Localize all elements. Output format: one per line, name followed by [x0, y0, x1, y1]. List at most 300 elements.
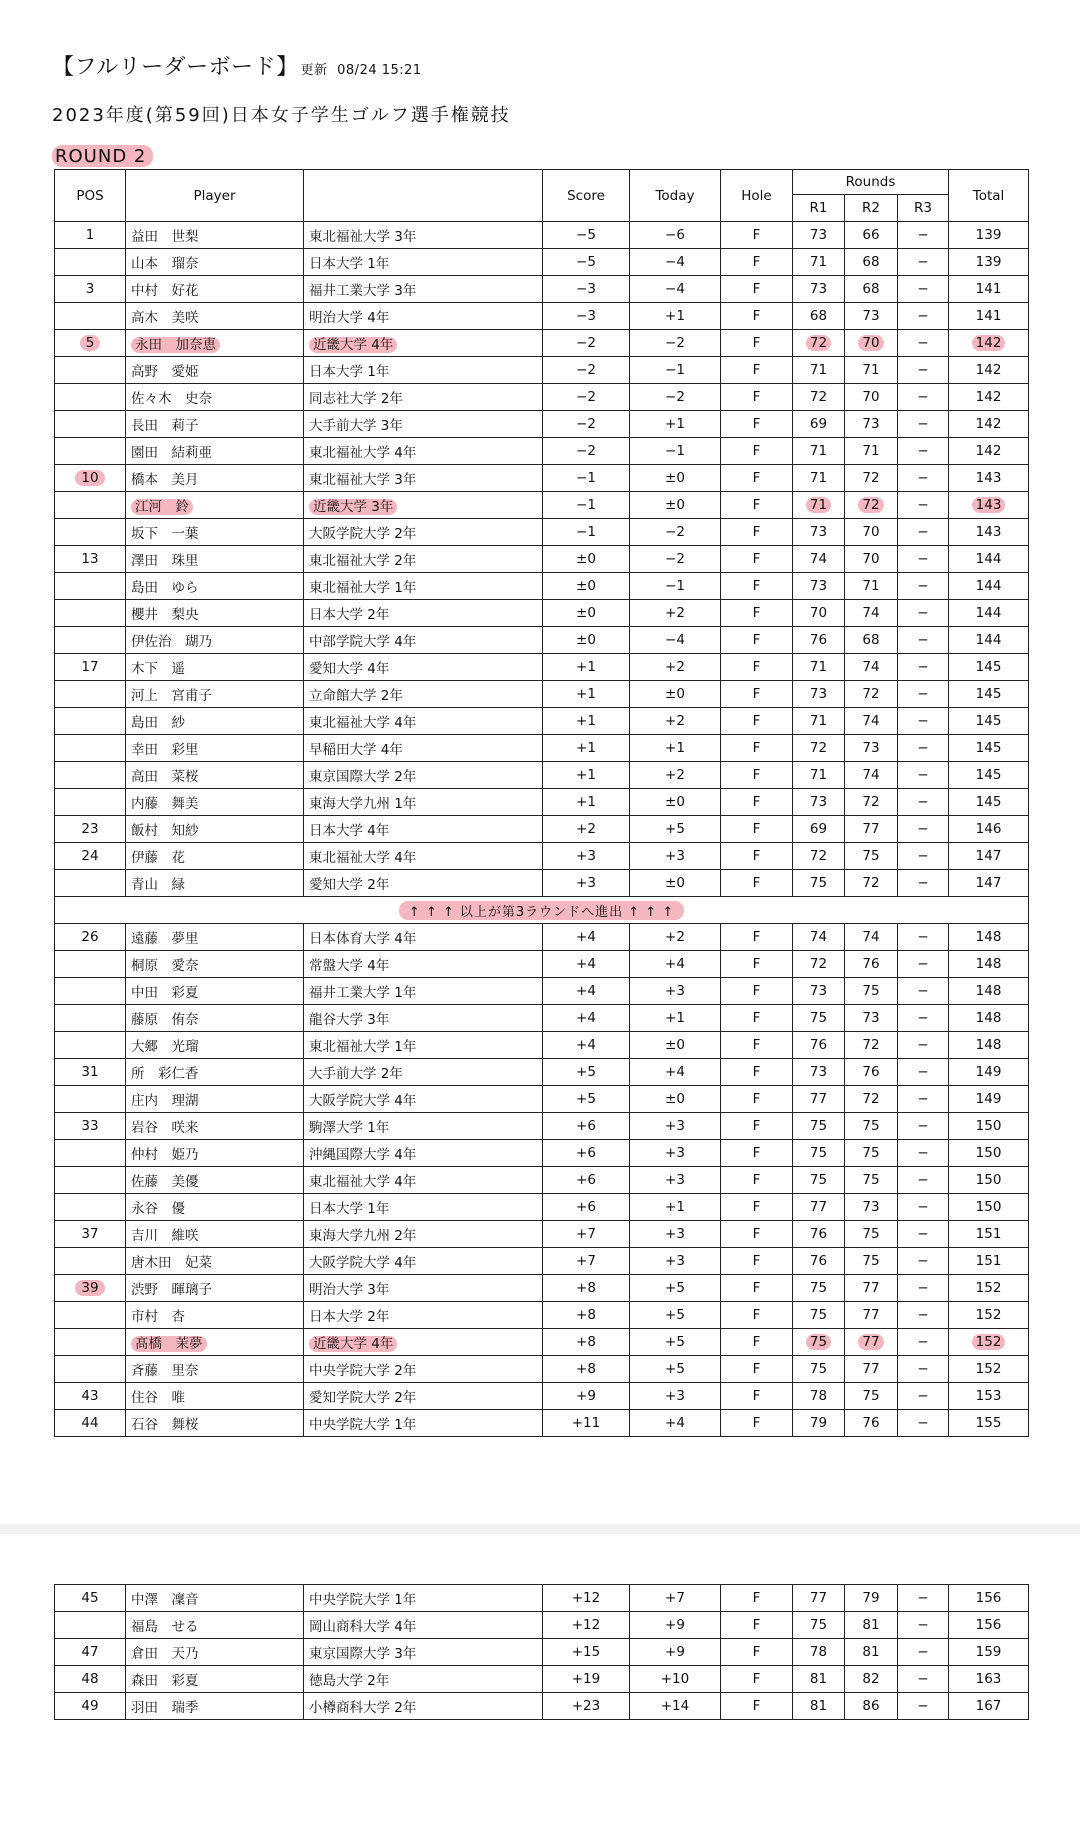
round-3: −: [898, 1005, 949, 1032]
hole: F: [721, 1383, 793, 1410]
hole: F: [721, 519, 793, 546]
player-name: 所 彩仁香: [126, 1059, 304, 1086]
round-3: −: [898, 708, 949, 735]
title-line: [52, 50, 511, 81]
today: −2: [630, 546, 721, 573]
hole: F: [721, 924, 793, 951]
university-cell: [304, 330, 543, 357]
score: +7: [543, 1248, 630, 1275]
round-1: 71: [793, 438, 845, 465]
score: ±0: [543, 627, 630, 654]
player-name: 木下 遥: [126, 654, 304, 681]
university: 東北福祉大学 1年: [304, 573, 543, 600]
today: +5: [630, 1329, 721, 1356]
hole: F: [721, 438, 793, 465]
pos: 3: [55, 276, 126, 303]
round-3: −: [898, 519, 949, 546]
score: +19: [543, 1666, 630, 1693]
university: 日本大学 1年: [304, 249, 543, 276]
total: 142: [972, 335, 1006, 351]
score: +9: [543, 1383, 630, 1410]
total: 153: [949, 1383, 1029, 1410]
hole: F: [721, 1275, 793, 1302]
round-3: −: [898, 735, 949, 762]
round-3: −: [898, 924, 949, 951]
total: 143: [949, 519, 1029, 546]
hole: F: [721, 1329, 793, 1356]
score: −5: [543, 222, 630, 249]
pos: [55, 1329, 126, 1356]
round-3: −: [898, 1140, 949, 1167]
score: +23: [543, 1693, 630, 1720]
hole: F: [721, 546, 793, 573]
hole: F: [721, 951, 793, 978]
round-3: −: [898, 1302, 949, 1329]
round-2: 75: [845, 1383, 898, 1410]
hole: F: [721, 1639, 793, 1666]
hole: F: [721, 1140, 793, 1167]
total: 144: [949, 600, 1029, 627]
pos: [55, 735, 126, 762]
total: 148: [949, 924, 1029, 951]
table-row: [55, 276, 1029, 303]
col-total: Total: [949, 170, 1029, 222]
today: +2: [630, 600, 721, 627]
player-name: 永谷 優: [126, 1194, 304, 1221]
table-row: [55, 249, 1029, 276]
today: ±0: [630, 681, 721, 708]
total: 144: [949, 573, 1029, 600]
table-row: [55, 384, 1029, 411]
today: +3: [630, 1113, 721, 1140]
hole: F: [721, 1410, 793, 1437]
round-2: 77: [858, 1334, 883, 1350]
score: +8: [543, 1356, 630, 1383]
round-2: 86: [845, 1693, 898, 1720]
table-row: [55, 843, 1029, 870]
player-name: 櫻井 梨央: [126, 600, 304, 627]
round-3: −: [898, 1248, 949, 1275]
round-3: −: [898, 1410, 949, 1437]
round-1: 81: [793, 1666, 845, 1693]
round-2: 77: [845, 1356, 898, 1383]
pos: 23: [55, 816, 126, 843]
round-3: −: [898, 1356, 949, 1383]
total: 149: [949, 1059, 1029, 1086]
score: +4: [543, 978, 630, 1005]
player-name: 高野 愛姫: [126, 357, 304, 384]
round-3: −: [898, 1275, 949, 1302]
table-row: [55, 735, 1029, 762]
today: ±0: [630, 789, 721, 816]
score: +3: [543, 843, 630, 870]
score: +5: [543, 1059, 630, 1086]
score: −2: [543, 357, 630, 384]
today: +1: [630, 303, 721, 330]
round-3: −: [898, 492, 949, 519]
university: 愛知学院大学 2年: [304, 1383, 543, 1410]
round-1: 75: [793, 870, 845, 897]
round-2: 75: [845, 1140, 898, 1167]
round-1: 77: [793, 1194, 845, 1221]
round-1: 77: [793, 1086, 845, 1113]
round-1: 72: [793, 384, 845, 411]
round-1: 71: [793, 249, 845, 276]
table-row: [55, 1113, 1029, 1140]
round-1: 76: [793, 1248, 845, 1275]
total-cell: [949, 1329, 1029, 1356]
score: +15: [543, 1639, 630, 1666]
round-1: 75: [793, 1113, 845, 1140]
table-row: [55, 492, 1029, 519]
today: −4: [630, 627, 721, 654]
player-name: 島田 紗: [126, 708, 304, 735]
round-2: 71: [845, 357, 898, 384]
total: 149: [949, 1086, 1029, 1113]
hole: F: [721, 1612, 793, 1639]
col-pos: POS: [55, 170, 126, 222]
round-2: 72: [845, 1032, 898, 1059]
university: 岡山商科大学 4年: [304, 1612, 543, 1639]
score: +1: [543, 789, 630, 816]
round-3: −: [898, 1612, 949, 1639]
player-name: 中村 好花: [126, 276, 304, 303]
table-row: [55, 924, 1029, 951]
round-1: 69: [793, 411, 845, 438]
total: 148: [949, 1032, 1029, 1059]
player-name: 佐藤 美優: [126, 1167, 304, 1194]
pos: [55, 681, 126, 708]
score: +4: [543, 1032, 630, 1059]
round-1: 75: [793, 1167, 845, 1194]
total: 151: [949, 1248, 1029, 1275]
table-row: [55, 681, 1029, 708]
round-1: 71: [793, 357, 845, 384]
score: +1: [543, 708, 630, 735]
total: 151: [949, 1221, 1029, 1248]
pos: 45: [55, 1585, 126, 1612]
player-name: 福島 せる: [126, 1612, 304, 1639]
player-name: 佐々木 史奈: [126, 384, 304, 411]
round-2: 81: [845, 1639, 898, 1666]
score: +6: [543, 1194, 630, 1221]
score: −3: [543, 276, 630, 303]
player-name: 島田 ゆら: [126, 573, 304, 600]
hole: F: [721, 276, 793, 303]
pos: [55, 573, 126, 600]
round-2: 76: [845, 951, 898, 978]
score: −2: [543, 330, 630, 357]
player-name: 山本 瑠奈: [126, 249, 304, 276]
total: 156: [949, 1612, 1029, 1639]
pos: 31: [55, 1059, 126, 1086]
round-1: 69: [793, 816, 845, 843]
university: 東北福祉大学 1年: [304, 1032, 543, 1059]
today: −2: [630, 384, 721, 411]
university: 東北福祉大学 2年: [304, 546, 543, 573]
player-name-cell: [126, 492, 304, 519]
total: 145: [949, 735, 1029, 762]
round-1: 68: [793, 303, 845, 330]
round-3: −: [898, 465, 949, 492]
pos-cell: [55, 330, 126, 357]
hole: F: [721, 303, 793, 330]
university: 日本大学 1年: [304, 357, 543, 384]
total: 145: [949, 789, 1029, 816]
hole: F: [721, 1693, 793, 1720]
page-title: 【フルリーダーボード】: [52, 55, 299, 80]
player-name: 橋本 美月: [126, 465, 304, 492]
player-name: 遠藤 夢里: [126, 924, 304, 951]
hole: F: [721, 573, 793, 600]
table-row: [55, 303, 1029, 330]
today: +4: [630, 951, 721, 978]
pos: [55, 1302, 126, 1329]
round-2: 73: [845, 1005, 898, 1032]
table-row: [55, 1666, 1029, 1693]
hole: F: [721, 843, 793, 870]
table-row: [55, 1329, 1029, 1356]
round-1: 75: [793, 1302, 845, 1329]
round-2: 75: [845, 1167, 898, 1194]
score: −1: [543, 465, 630, 492]
total: 152: [949, 1356, 1029, 1383]
pos: [55, 600, 126, 627]
hole: F: [721, 735, 793, 762]
total: 143: [972, 497, 1006, 513]
university: 日本体育大学 4年: [304, 924, 543, 951]
university: 東京国際大学 3年: [304, 1639, 543, 1666]
player-name: 伊佐治 瑚乃: [126, 627, 304, 654]
total: 148: [949, 951, 1029, 978]
round-1: 73: [793, 681, 845, 708]
score: +6: [543, 1140, 630, 1167]
round-3: −: [898, 1113, 949, 1140]
round-3: −: [898, 816, 949, 843]
today: +1: [630, 1194, 721, 1221]
university: 近畿大学 4年: [309, 1336, 397, 1352]
col-score: Score: [543, 170, 630, 222]
round-3: −: [898, 411, 949, 438]
round-2: 72: [845, 870, 898, 897]
hole: F: [721, 978, 793, 1005]
player-name: 羽田 瑞季: [126, 1693, 304, 1720]
table-body: [55, 222, 1029, 1437]
hole: F: [721, 816, 793, 843]
university: 早稲田大学 4年: [304, 735, 543, 762]
university-cell: [304, 492, 543, 519]
cut-line-cell: [55, 897, 1029, 924]
player-name: 住谷 唯: [126, 1383, 304, 1410]
hole: F: [721, 1666, 793, 1693]
table-row: [55, 411, 1029, 438]
pos: [55, 1032, 126, 1059]
hole: F: [721, 411, 793, 438]
pos: [55, 249, 126, 276]
round-3: −: [898, 654, 949, 681]
hole: F: [721, 357, 793, 384]
university: 愛知大学 2年: [304, 870, 543, 897]
table-row: [55, 222, 1029, 249]
university: 中央学院大学 2年: [304, 1356, 543, 1383]
updated-label: 更新: [300, 63, 328, 78]
table-row: [55, 870, 1029, 897]
round-2: 71: [845, 573, 898, 600]
round-2: 81: [845, 1612, 898, 1639]
col-r2: R2: [845, 195, 898, 222]
score: +1: [543, 681, 630, 708]
total: 150: [949, 1194, 1029, 1221]
today: +9: [630, 1639, 721, 1666]
round-1: 73: [793, 519, 845, 546]
total: 163: [949, 1666, 1029, 1693]
hole: F: [721, 1005, 793, 1032]
pos: [55, 1140, 126, 1167]
player-name: 岩谷 咲来: [126, 1113, 304, 1140]
university: 立命館大学 2年: [304, 681, 543, 708]
university: 東北福祉大学 4年: [304, 1167, 543, 1194]
player-name: 高木 美咲: [126, 303, 304, 330]
today: +5: [630, 1356, 721, 1383]
today: ±0: [630, 465, 721, 492]
table-row: [55, 1059, 1029, 1086]
today: −2: [630, 519, 721, 546]
table-row: [55, 438, 1029, 465]
round-1: 70: [793, 600, 845, 627]
table-body: [55, 1585, 1029, 1720]
hole: F: [721, 1167, 793, 1194]
table-row: [55, 1086, 1029, 1113]
today: ±0: [630, 870, 721, 897]
player-name: 高田 菜桜: [126, 762, 304, 789]
pos: 10: [75, 470, 104, 486]
score: ±0: [543, 573, 630, 600]
hole: F: [721, 1086, 793, 1113]
round-1: 73: [793, 573, 845, 600]
today: −4: [630, 276, 721, 303]
round-3: −: [898, 843, 949, 870]
round-2: 75: [845, 978, 898, 1005]
round-2: 77: [845, 1275, 898, 1302]
university: 小樽商科大学 2年: [304, 1693, 543, 1720]
total: 152: [949, 1275, 1029, 1302]
header: [52, 50, 511, 167]
round-2: 82: [845, 1666, 898, 1693]
round-2: 73: [845, 1194, 898, 1221]
today: −1: [630, 573, 721, 600]
score: +3: [543, 870, 630, 897]
pos: 44: [55, 1410, 126, 1437]
round-3: −: [898, 1585, 949, 1612]
pos: 17: [55, 654, 126, 681]
round-3: −: [898, 1221, 949, 1248]
pos: 26: [55, 924, 126, 951]
round-3: −: [898, 276, 949, 303]
round-2: 66: [845, 222, 898, 249]
player-name: 益田 世梨: [126, 222, 304, 249]
player-name: 仲村 姫乃: [126, 1140, 304, 1167]
hole: F: [721, 789, 793, 816]
round-2: 75: [845, 1221, 898, 1248]
pos: [55, 1167, 126, 1194]
today: ±0: [630, 1032, 721, 1059]
pos: [55, 951, 126, 978]
updated-time: 08/24 15:21: [337, 63, 422, 78]
round-1-cell: [793, 1329, 845, 1356]
round-3: −: [898, 546, 949, 573]
university: 中央学院大学 1年: [304, 1410, 543, 1437]
player-name: 大郷 光瑠: [126, 1032, 304, 1059]
table-row: [55, 357, 1029, 384]
player-name: 森田 彩夏: [126, 1666, 304, 1693]
total: 144: [949, 546, 1029, 573]
university: 福井工業大学 3年: [304, 276, 543, 303]
hole: F: [721, 1113, 793, 1140]
round-2: 76: [845, 1410, 898, 1437]
round-3: −: [898, 1086, 949, 1113]
total: 150: [949, 1113, 1029, 1140]
university: 中央学院大学 1年: [304, 1585, 543, 1612]
pos: [55, 492, 126, 519]
university: 東海大学九州 2年: [304, 1221, 543, 1248]
round-1: 73: [793, 789, 845, 816]
pos: [55, 303, 126, 330]
player-name: 幸田 彩里: [126, 735, 304, 762]
total: 145: [949, 681, 1029, 708]
table-row: [55, 519, 1029, 546]
round-3: −: [898, 870, 949, 897]
player-name: 倉田 天乃: [126, 1639, 304, 1666]
total-cell: [949, 330, 1029, 357]
round-3: −: [898, 1167, 949, 1194]
university-cell: [304, 1329, 543, 1356]
table-row: [55, 708, 1029, 735]
round-1: 75: [793, 1612, 845, 1639]
university: 東北福祉大学 4年: [304, 708, 543, 735]
round-1: 71: [806, 497, 831, 513]
round-2: 74: [845, 924, 898, 951]
hole: F: [721, 654, 793, 681]
round-2: 68: [845, 276, 898, 303]
table-row: [55, 1167, 1029, 1194]
round-1: 74: [793, 924, 845, 951]
round-2: 74: [845, 654, 898, 681]
round-3: −: [898, 1032, 949, 1059]
round-3: −: [898, 438, 949, 465]
round-1: 73: [793, 978, 845, 1005]
university: 近畿大学 4年: [309, 337, 397, 353]
table-row: [55, 1612, 1029, 1639]
university: 明治大学 4年: [304, 303, 543, 330]
today: +2: [630, 762, 721, 789]
player-name: 中田 彩夏: [126, 978, 304, 1005]
today: −4: [630, 249, 721, 276]
score: +8: [543, 1275, 630, 1302]
score: −1: [543, 492, 630, 519]
total: 167: [949, 1693, 1029, 1720]
total: 156: [949, 1585, 1029, 1612]
round-2: 79: [845, 1585, 898, 1612]
score: −2: [543, 438, 630, 465]
round-3: −: [898, 1059, 949, 1086]
round-1: 72: [793, 843, 845, 870]
table-row: [55, 1383, 1029, 1410]
round-2-cell: [845, 1329, 898, 1356]
score: +8: [543, 1329, 630, 1356]
round-3: −: [898, 600, 949, 627]
round-2: 74: [845, 708, 898, 735]
player-name: 中澤 凜音: [126, 1585, 304, 1612]
